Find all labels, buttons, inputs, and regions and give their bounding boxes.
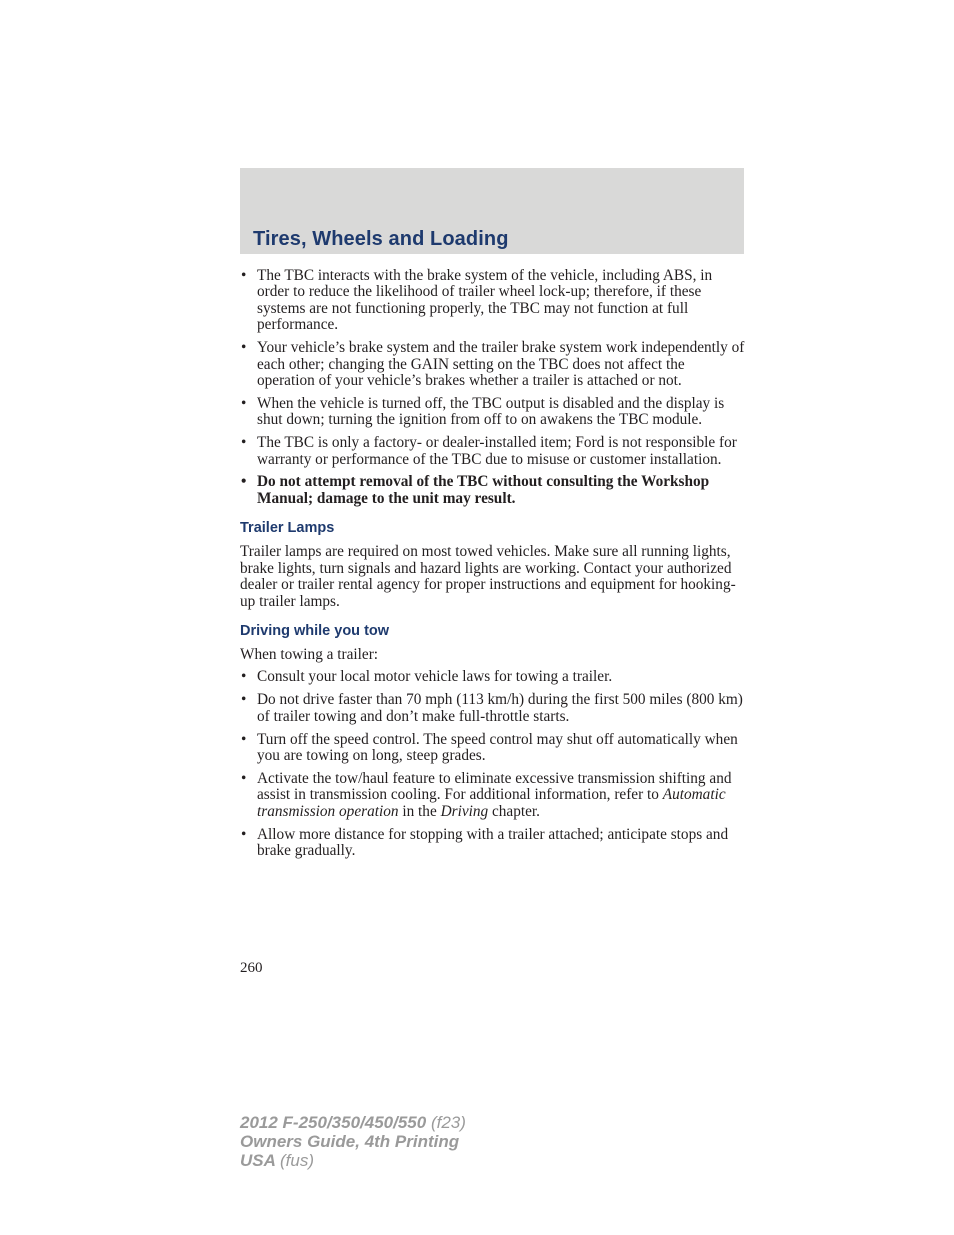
document-footer: [240, 1113, 466, 1170]
driving-bullet-list: [240, 669, 746, 859]
footer-line-guide: Owners Guide, 4th Printing: [240, 1132, 460, 1151]
bullet-icon: •: [241, 668, 247, 686]
warning-list-item: • Do not attempt removal of the TBC without consulting the Workshop Manual; damage to the unit may result.: [241, 473, 710, 507]
list-item: • Your vehicle’s brake system and the trailer brake system work independently of each other; changing the GAIN setting on the TBC does not affect the operation of your vehicle’s brakes whether a trailer is attached or not.: [241, 339, 745, 389]
page-content: [240, 268, 746, 859]
trailer-lamps-heading: Trailer Lamps: [240, 520, 335, 537]
bullet-icon: •: [241, 339, 247, 357]
list-item: • Allow more distance for stopping with a trailer attached; anticipate stops and brake gradually.: [241, 825, 729, 859]
list-item: • Activate the tow/haul feature to eliminate excessive transmission shifting and assist in transmission cooling. For additional information, refer to Automatic transmission operation in the Driving chapter.: [241, 769, 732, 820]
bullet-icon: •: [241, 825, 247, 843]
footer-line-model: 2012 F-250/350/450/550 (f23): [240, 1113, 466, 1132]
list-item: • The TBC is only a factory- or dealer-installed item; Ford is not responsible for warranty or performance of the TBC due to misuse or customer installation.: [241, 434, 737, 468]
bullet-icon: •: [241, 730, 247, 748]
section-header-band: [240, 168, 744, 254]
list-item: • The TBC interacts with the brake system of the vehicle, including ABS, in order to reduce the likelihood of trailer wheel lock-up; therefore, if these systems are not functioning properly, the TBC may not function at full performance.: [241, 267, 713, 334]
cross-reference-chapter: Driving: [440, 802, 489, 820]
bullet-icon: •: [241, 473, 247, 491]
footer-line-region: USA (fus): [240, 1151, 314, 1170]
list-item: • When the vehicle is turned off, the TBC output is disabled and the display is shut down; turning the ignition from off to on awakens the TBC module.: [241, 394, 725, 429]
driving-intro: When towing a trailer:: [240, 645, 379, 663]
page-number: 260: [240, 960, 263, 976]
bullet-icon: •: [241, 434, 247, 452]
bullet-icon: •: [241, 769, 247, 787]
driving-heading: Driving while you tow: [240, 622, 390, 639]
trailer-lamps-body: Trailer lamps are required on most towed vehicles. Make sure all running lights, brake lights, turn signals and hazard lights are working. Contact your authorized dealer or trailer rental agency for proper instructions and equipment for hooking-up trailer lamps.: [240, 543, 736, 610]
tbc-bullet-list: [240, 268, 746, 507]
list-item: • Turn off the speed control. The speed control may shut off automatically when you are towing on long, steep grades.: [241, 730, 738, 764]
list-item: • Consult your local motor vehicle laws for towing a trailer.: [241, 668, 613, 686]
bullet-icon: •: [241, 691, 247, 709]
cross-reference-topic: Automatic transmission operation: [257, 786, 726, 820]
bullet-icon: •: [241, 267, 247, 284]
section-title: Tires, Wheels and Loading: [253, 228, 509, 250]
list-item: • Do not drive faster than 70 mph (113 km/h) during the first 500 miles (800 km) of trailer towing and don’t make full-throttle starts.: [241, 691, 743, 725]
bullet-icon: •: [241, 394, 247, 412]
